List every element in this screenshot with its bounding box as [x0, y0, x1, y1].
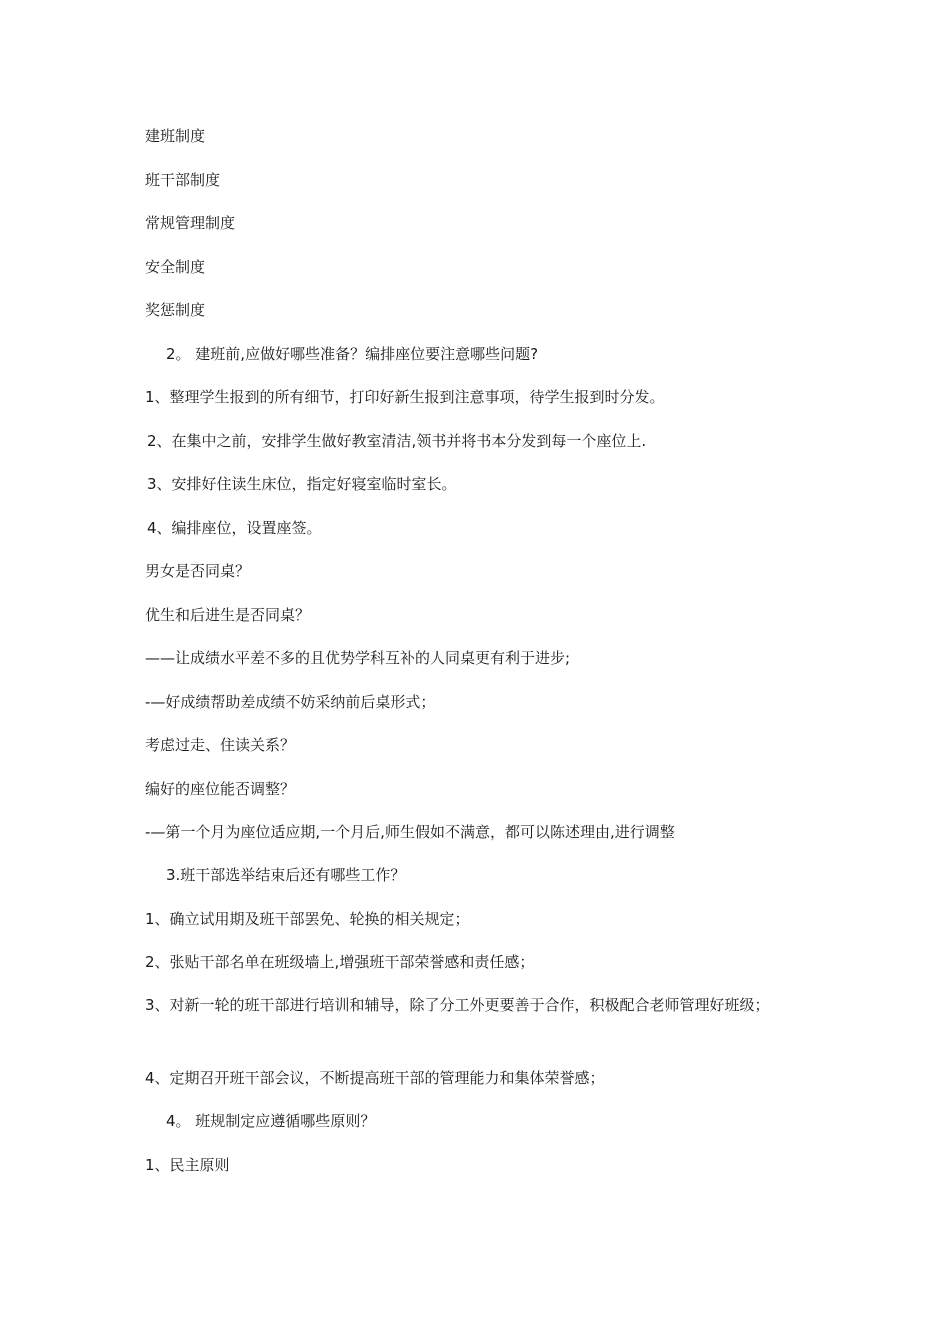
- question-heading-2: 2。 建班前,应做好哪些准备？编排座位要注意哪些问题?: [166, 345, 539, 363]
- list-item: 1、整理学生报到的所有细节，打印好新生报到注意事项，待学生报到时分发。: [145, 388, 665, 406]
- text-line: -—好成绩帮助差成绩不妨采纳前后桌形式；: [145, 693, 436, 711]
- text-line: -—第一个月为座位适应期,一个月后,师生假如不满意，都可以陈述理由,进行调整: [145, 823, 675, 841]
- list-item: 2、张贴干部名单在班级墙上,增强班干部荣誉感和责任感；: [145, 953, 535, 971]
- text-line-cadre-system: 班干部制度: [145, 171, 221, 189]
- list-item: 4、编排座位，设置座签。: [147, 519, 322, 537]
- text-line: 编好的座位能否调整？: [145, 780, 296, 798]
- list-item: 2、在集中之前，安排学生做好教室清洁,领书并将书本分发到每一个座位上.: [147, 432, 647, 450]
- text-line-safety-system: 安全制度: [145, 258, 206, 276]
- text-line: ——让成绩水平差不多的且优势学科互补的人同桌更有利于进步;: [145, 649, 571, 667]
- question-heading-3: 3.班干部选举结束后还有哪些工作？: [166, 866, 406, 884]
- list-item: 1、民主原则: [145, 1156, 230, 1174]
- text-line: 考虑过走、住读关系？: [145, 736, 296, 754]
- list-item: 3、安排好住读生床位，指定好寝室临时室长。: [147, 475, 457, 493]
- text-line: 优生和后进生是否同桌？: [145, 606, 311, 624]
- text-line: 男女是否同桌？: [145, 562, 251, 580]
- text-line-reward-system: 奖惩制度: [145, 301, 206, 319]
- list-item: 3、对新一轮的班干部进行培训和辅导，除了分工外更要善于合作，积极配合老师管理好班级；: [145, 996, 770, 1014]
- text-line-routine-system: 常规管理制度: [145, 214, 236, 232]
- question-heading-4: 4。 班规制定应遵循哪些原则？: [166, 1112, 376, 1130]
- list-item: 4、定期召开班干部会议，不断提高班干部的管理能力和集体荣誉感；: [145, 1069, 605, 1087]
- text-line-system-building: 建班制度: [145, 127, 206, 145]
- list-item: 1、确立试用期及班干部罢免、轮换的相关规定；: [145, 910, 470, 928]
